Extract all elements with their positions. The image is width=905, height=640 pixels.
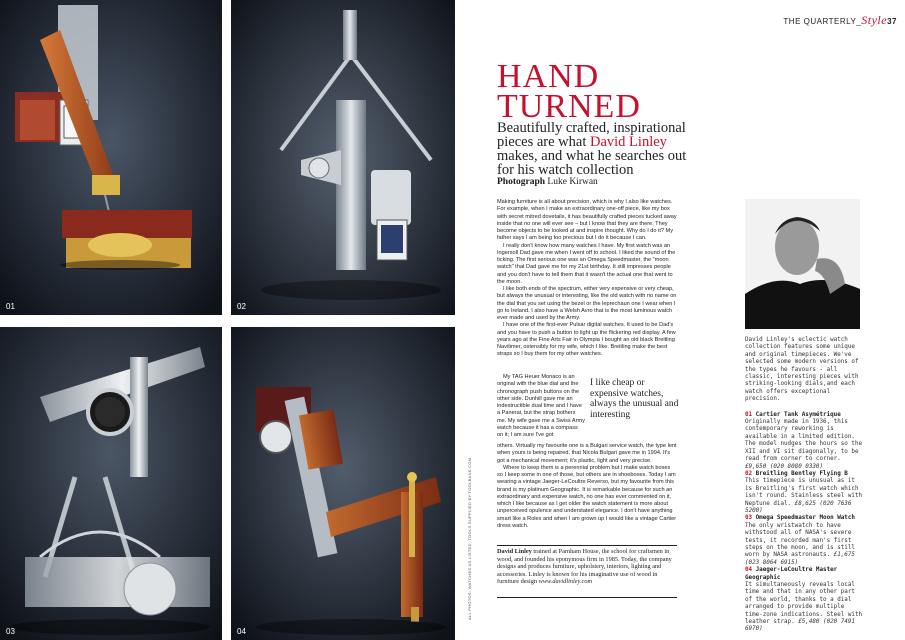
item-description: It simultaneously reveals local time and that in any other part of the world, thanks to a dial arranged to provide multiple time-zone indications. Steel with leather strap. (745, 582, 863, 626)
sidebar-item (745, 471, 865, 515)
item-number: 02 (745, 470, 753, 477)
photo-4-watch-on-square (231, 327, 455, 640)
sidebar-item-title (745, 412, 865, 419)
body-paragraph: Making furniture is all about precision, which is why I also like watches. For example, when I make an extraordinary one-off piece, like my box with secret mitred dovetails, it has beautifully crafted pieces tucked away inside that no one will ever see – but I know that they are there. They become objects to be looked at and inspire thought. Why do I do it? My father says I am being too precious but I do it because I can. (497, 199, 677, 242)
photo-number: 04 (237, 627, 246, 636)
standfirst-name: David Linley (590, 134, 667, 150)
bio-rule (497, 545, 677, 546)
body-paragraph: Where to keep them is a perennial problem but I make watch boxes so I keep some in one of those, but others are in shoeboxes. Today I am wearing a vintage Jaeger-LeCoultre Reverso, but my favourite from this brand is my platinum Geographic. It is remarkable because for such an extraordinary and expensive watch, no one has ever commented on it, which I like because as I get older the watch statement is more about unperceived opulence and understated elegance. I don't have anything smart like a Rolex and when I am grown up I would like a vintage Cartier dress watch. (497, 464, 677, 529)
body-paragraph: I have one of the first-ever Pulsar digital watches. It used to be Dad's and you have to push a button to light up the flickering red display. A few years ago at the Fine Arts Fair in Olympia I bought an old black Breitling Navitimer, ostensibly for my wife, which I like. Breitling make the best straps so I buy them for my other watches. (497, 322, 676, 358)
body-paragraph: I like both ends of the spectrum, either very expensive or very cheap, but always the unusual or interesting, like the old watch with no name on the dial that you set using the bezel or the leprechaun one I wear when I go to Ireland. I also have a Welsh Avro that is the most luminous watch ever made and used by the Army. (497, 286, 677, 321)
item-description: Originally made in 1936, this contemporary reworking is available in a limited edition. The model nudges the hours so the XII and VI sit diagonally, to be read from corner to corner. (745, 419, 863, 463)
header-style-logo: Style (861, 13, 888, 27)
item-name: Cartier Tank Asymétrique (752, 411, 841, 418)
title-line-1: HAND (497, 58, 600, 95)
standfirst-before: Beautifully crafted, inspirational pieces are what (497, 120, 686, 150)
photo-2-watch-on-drill (231, 0, 455, 315)
side-photo-credit (461, 420, 472, 620)
body-paragraph: I really don't know how many watches I have. My first watch was an Ingersoll Dad gave me when I went off to school. I liked the sound of the ticking. The first serious one was an Omega Speedmaster, the "moon watch" that Dad gave me for my 21st birthday. It still impresses people and you don't have to tell them that it wasn't the actual one that went to the moon. (497, 242, 676, 285)
sidebar-item-title (745, 567, 865, 582)
sidebar-item (745, 412, 865, 471)
watch-sidebar (745, 337, 865, 634)
author-bio (497, 548, 677, 586)
bio-name: David Linley (497, 548, 532, 555)
standfirst (497, 121, 687, 177)
sidebar-item (745, 567, 865, 634)
photo-number: 03 (6, 627, 15, 636)
sidebar-item-text (745, 419, 865, 471)
photo-1-watch-on-awl (0, 0, 222, 315)
item-number: 04 (745, 567, 753, 574)
item-number: 03 (745, 515, 753, 522)
body-text-top (497, 199, 677, 359)
sidebar-item-text (745, 478, 865, 515)
sidebar-intro: David Linley's eclectic watch collection features some unique and original timepieces. We've selected some modern versions of the types he favours - all classic, interesting pieces with striking-looking dials,and each watch offers exceptional precision. (745, 337, 859, 403)
item-number: 01 (745, 411, 753, 418)
sidebar-item-text (745, 523, 865, 567)
page-header (783, 13, 897, 28)
item-price: £9,650 (020 8080 0330) (745, 463, 824, 470)
bio-bottom-rule (497, 597, 677, 598)
photo-number: 01 (6, 302, 15, 311)
body-paragraph: others. Virtually my favourite one is a Bulgari service watch, the type lent when yours is being repaired, that Nicola Bulgari gave me in 1994. It's got a mechanical movement; it's plastic, light and very precise. (497, 443, 677, 464)
bio-text: trained at Parnham House, the school for craftsmen in wood, and founded his eponymous firm in 1985. Today, the company designs and produces furniture, upholstery, interiors, lighting and accessories. Linley is known for his imaginative use of wood in furniture design (497, 548, 672, 586)
body-paragraph: My TAG Heuer Monaco is an original with the blue dial and the chronograph push buttons on the other side. Dunhill gave me an indestructible dual time and I have a Panerai, but the strap bothers me. My wife gave me a Swiss Army watch because it has a compass on it; I am sure I've got (497, 374, 585, 438)
side-credit-text: ALL PHOTOS: WATCHES AS LISTED, TOOLS SUPPLIED BY TOOLBANK.COM (467, 457, 472, 620)
item-description: This timepiece is unusual as it is Breitling's first watch which isn't round. Stainless steel with Neptune dial. (745, 478, 863, 507)
photo-3-watch-on-caliper (0, 327, 222, 640)
body-text-bottom (497, 443, 677, 530)
byline-name: Luke Kirwan (545, 177, 598, 187)
header-publication: THE QUARTERLY_ (783, 17, 862, 26)
bio-url[interactable]: www.davidlinley.com (538, 578, 593, 586)
page-number: 37 (887, 17, 897, 26)
item-name: Omega Speedmaster Moon Watch (752, 515, 855, 522)
item-name: Jaeger-LeCoultre Master Geographic (745, 567, 838, 581)
byline (497, 177, 598, 187)
sidebar-item-title (745, 515, 865, 522)
sidebar-item-text (745, 582, 865, 634)
pull-quote: I like cheap or expensive watches, always the unusual and interesting (590, 378, 679, 420)
article-title (497, 58, 641, 125)
standfirst-after: makes, and what he searches out for his watch collection (497, 148, 687, 178)
item-price: £5,480 (020 7491 6970) (745, 619, 855, 633)
byline-label: Photograph (497, 177, 546, 187)
title-line-2: TURNED (497, 88, 641, 125)
item-price: £8,625 (020 7636 5200) (745, 500, 852, 514)
body-text-mid (497, 374, 585, 439)
item-price: £1,675 (023 8064 6915) (745, 552, 855, 566)
photo-number: 02 (237, 302, 246, 311)
sidebar-item-title (745, 471, 865, 478)
item-name: Breitling Bentley Flying B (752, 470, 848, 477)
portrait-photo (745, 199, 860, 329)
item-description: The only wristwatch to have withstood all of NASA's severe tests, it recorded man's first steps on the moon, and is still worn by NASA astronauts. (745, 522, 855, 559)
sidebar-item (745, 515, 865, 567)
